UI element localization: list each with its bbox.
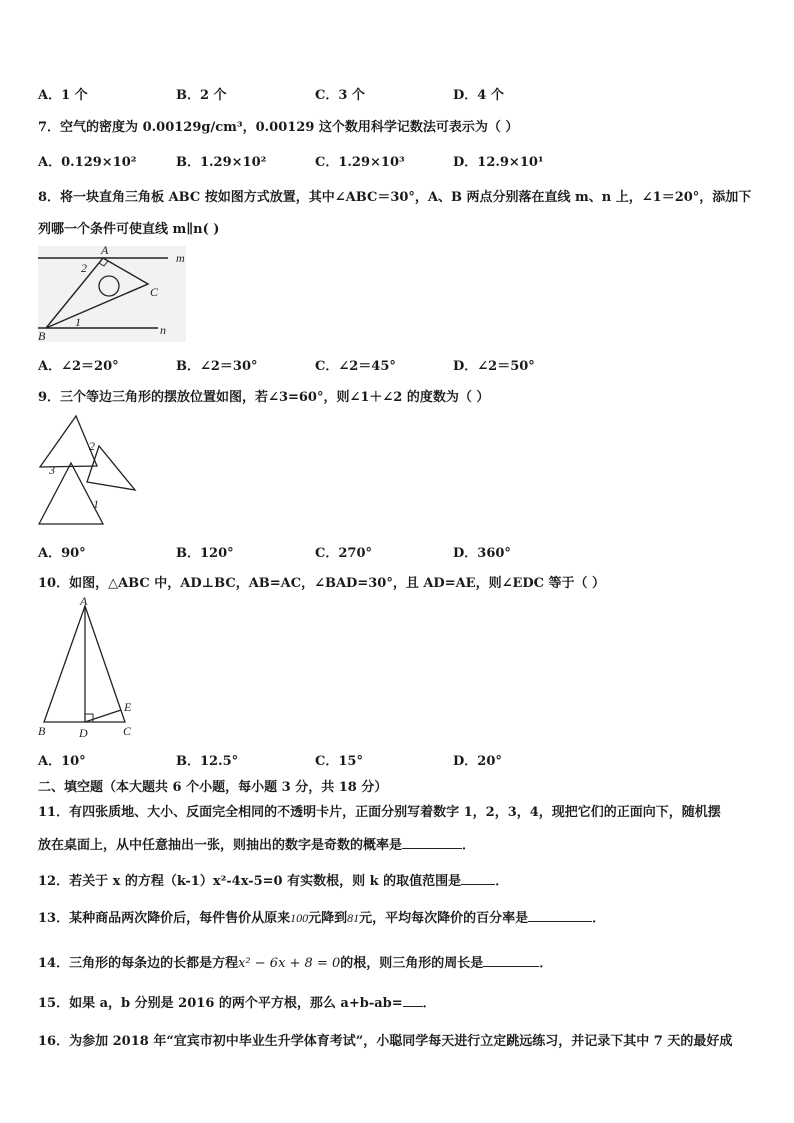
q7-option-c: C．1.29×10³ — [315, 155, 405, 170]
label-angle2: 2 — [81, 261, 87, 275]
q7-option-d: D．12.9×10¹ — [453, 155, 544, 170]
q10-stem: 10．如图，△ABC 中，AD⊥BC，AB=AC，∠BAD=30°，且 AD=AE，则∠EDC 等于（ ） — [38, 576, 606, 591]
q14-after: 的根，则三角形的周长是 — [340, 956, 484, 971]
q11-end: ． — [462, 838, 476, 853]
q9-option-d: D．360° — [453, 546, 511, 561]
q13-answer-blank[interactable] — [528, 909, 592, 922]
q10-option-c: C．15° — [315, 754, 363, 769]
q9-label-angle2: 2 — [89, 439, 95, 453]
q16-line1: 16．为参加 2018 年“宜宾市初中毕业生升学体育考试”，小聪同学每天进行立定跳远练习，并记录下其中 7 天的最好成 — [38, 1034, 733, 1049]
q11-line2 — [38, 834, 475, 853]
q13-end: ． — [592, 911, 606, 926]
q14-equation: x² − 6x + 8 = 0 — [238, 956, 341, 971]
q15-end: ． — [422, 996, 436, 1011]
q8-option-a: A．∠2＝20° — [38, 359, 119, 374]
q11-line1: 11．有四张质地、大小、反面完全相同的不透明卡片，正面分别写着数字 1，2，3，4，现把它们的正面向下，随机摆 — [38, 805, 721, 820]
q13-price1: 100 — [290, 911, 309, 925]
q15-answer-blank[interactable] — [403, 994, 423, 1007]
q14-before: 14．三角形的每条边的长都是方程 — [38, 956, 239, 971]
q9-option-b: B．120° — [176, 546, 234, 561]
q8-option-c: C．∠2＝45° — [315, 359, 396, 374]
q7-option-b: B．1.29×10² — [176, 155, 267, 170]
q11-answer-blank[interactable] — [402, 836, 462, 849]
q6-option-c: C．3 个 — [315, 88, 365, 103]
q14-end: ． — [539, 956, 553, 971]
q11-line2-text: 放在桌面上，从中任意抽出一张，则抽出的数字是奇数的概率是 — [38, 838, 403, 853]
q8-option-d: D．∠2＝50° — [453, 359, 535, 374]
q14-answer-blank[interactable] — [483, 954, 539, 967]
q9-figure — [35, 412, 145, 527]
label-n: n — [160, 323, 166, 337]
q10-label-b: B — [38, 724, 46, 738]
q6-option-b: B．2 个 — [176, 88, 227, 103]
q13-after: 元，平均每次降价的百分率是 — [359, 911, 529, 926]
q10-figure — [35, 596, 135, 741]
q10-label-c: C — [123, 724, 132, 738]
q9-stem: 9．三个等边三角形的摆放位置如图，若∠3=60°，则∠1＋∠2 的度数为（ ） — [38, 390, 490, 405]
label-angle1: 1 — [75, 315, 81, 329]
label-b: B — [38, 329, 46, 343]
q7-stem: 7．空气的密度为 0.00129g/cm³，0.00129 这个数用科学记数法可表示为（ ） — [38, 120, 519, 135]
q13-mid: 元降到 — [308, 911, 348, 926]
label-a: A — [101, 243, 109, 257]
q10-label-d: D — [79, 726, 88, 740]
q8-option-b: B．∠2＝30° — [176, 359, 258, 374]
q12 — [38, 870, 508, 889]
q10-label-a: A — [80, 594, 88, 608]
q14 — [38, 952, 552, 971]
label-c: C — [150, 285, 159, 299]
q9-label-angle3: 3 — [49, 463, 55, 477]
q15-text: 15．如果 a，b 分别是 2016 的两个平方根，那么 a+b-ab= — [38, 996, 403, 1011]
q13-before: 13．某种商品两次降价后，每件售价从原来 — [38, 911, 291, 926]
q10-label-e: E — [124, 700, 132, 714]
q12-end: ． — [495, 874, 509, 889]
q8-figure — [35, 244, 185, 344]
q12-answer-blank[interactable] — [461, 872, 495, 885]
q10-option-b: B．12.5° — [176, 754, 239, 769]
q6-option-a: A．1 个 — [38, 88, 88, 103]
segment-de — [85, 710, 121, 722]
q13-price2: 81 — [347, 911, 360, 925]
q7-option-a: A．0.129×10² — [38, 155, 137, 170]
q13 — [38, 907, 605, 926]
q9-label-angle1: 1 — [93, 497, 99, 511]
q8-stem-line2: 列哪一个条件可使直线 m∥n( ) — [38, 222, 220, 237]
q9-option-a: A．90° — [38, 546, 86, 561]
section2-heading: 二、填空题（本大题共 6 个小题，每小题 3 分，共 18 分） — [38, 780, 388, 795]
q15 — [38, 992, 436, 1011]
q8-stem-line1: 8．将一块直角三角板 ABC 按如图方式放置，其中∠ABC＝30°，A、B 两点分别落在直线 m、n 上，∠1＝20°，添加下 — [38, 190, 752, 205]
q10-option-d: D．20° — [453, 754, 502, 769]
q9-option-c: C．270° — [315, 546, 372, 561]
label-m: m — [176, 251, 185, 265]
q12-text: 12．若关于 x 的方程（k-1）x²-4x-5=0 有实数根，则 k 的取值范围是 — [38, 874, 462, 889]
q6-option-d: D．4 个 — [453, 88, 504, 103]
q10-option-a: A．10° — [38, 754, 86, 769]
